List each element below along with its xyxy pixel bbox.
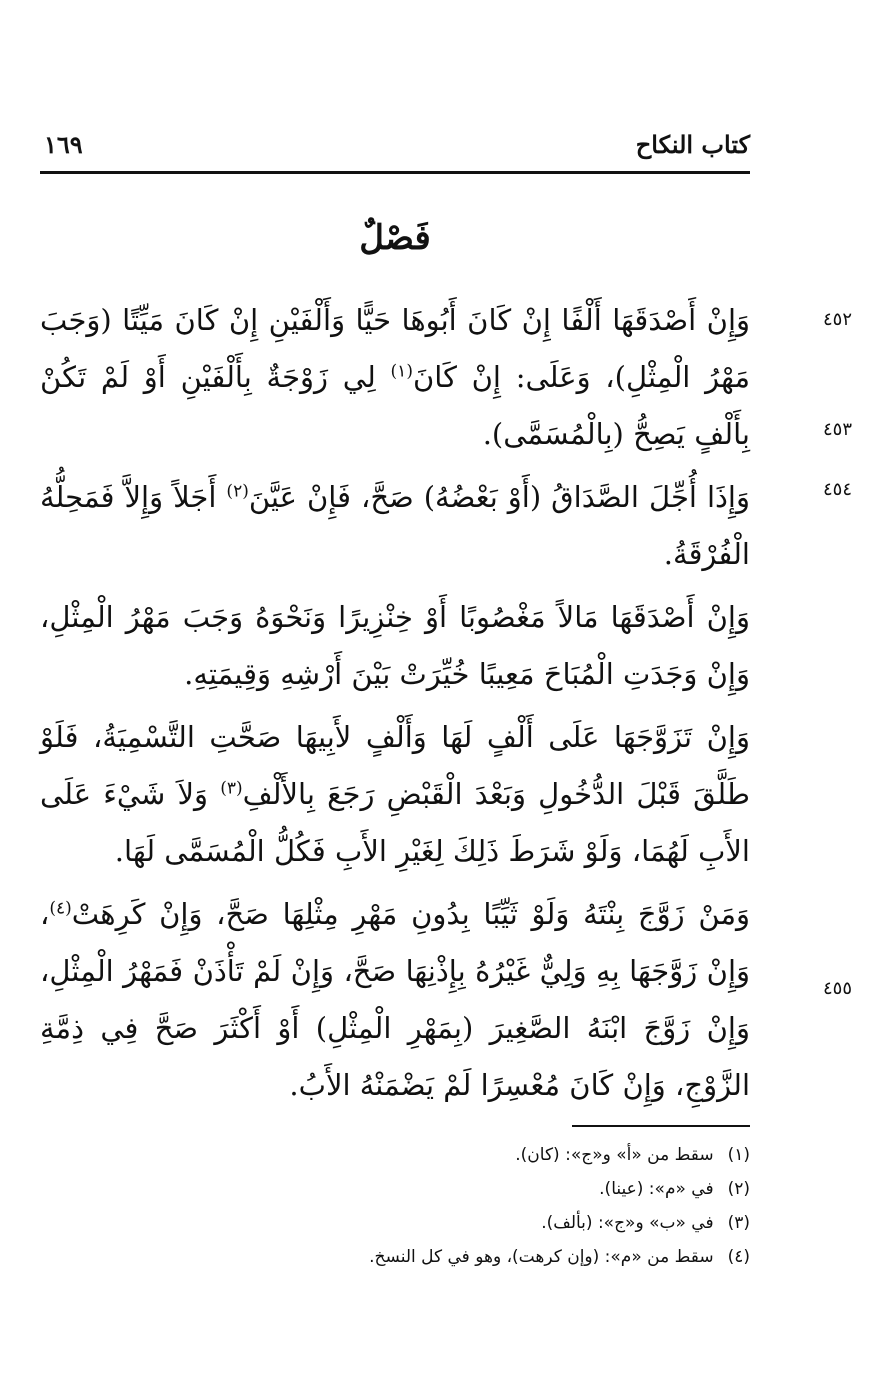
paragraph-1-text-b: لِي زَوْجَةٌ بِأَلْفَيْنِ أَوْ لَمْ تَكُنْ بِأَلْفٍ يَصِحُّ (بِالْمُسَمَّى).	[40, 360, 750, 451]
margin-number-455: ٤٥٥	[822, 978, 852, 999]
footnote-4-text: سقط من «م»: (وإن كرهت)، وهو في كل النسخ.	[369, 1247, 714, 1267]
paragraph-2	[40, 469, 750, 583]
main-text	[40, 292, 750, 1114]
footnotes	[40, 1138, 750, 1274]
margin-numbers	[800, 0, 860, 1380]
paragraph-2-text-a: وَإِذَا أُجِّلَ الصَّدَاقُ (أَوْ بَعْضُهُ) صَحَّ، فَإِنْ عَيَّنَ	[248, 480, 750, 514]
footnote-2	[40, 1172, 750, 1206]
footnote-4	[40, 1240, 750, 1274]
margin-number-454: ٤٥٤	[822, 479, 852, 500]
paragraph-3-text: وَإِنْ أَصْدَقَهَا مَالاً مَغْصُوبًا أَوْ خِنْزِيرًا وَنَحْوَهُ وَجَبَ مَهْرُ الْمِثْلِ، وَإِنْ وَجَدَتِ الْمُبَاحَ مَعِيبًا خُيِّرَتْ بَيْنَ أَرْشِهِ وَقِيمَتِهِ.	[40, 600, 750, 691]
footnote-1-text: سقط من «أ» و«ج»: (كان).	[515, 1145, 714, 1165]
footnote-3	[40, 1206, 750, 1240]
paragraph-5-text-a: وَمَنْ زَوَّجَ بِنْتَهُ وَلَوْ ثَيِّبًا بِدُونِ مَهْرِ مِثْلِهَا صَحَّ، وَإِنْ كَرِهَتْ	[71, 897, 750, 931]
footnote-2-number: (٢)	[727, 1179, 750, 1199]
margin-number-453: ٤٥٣	[822, 419, 852, 440]
footnote-4-number: (٤)	[727, 1247, 750, 1267]
footnote-1-number: (١)	[727, 1145, 750, 1165]
footnote-1	[40, 1138, 750, 1172]
footnote-marker-3: (٣)	[220, 778, 243, 799]
footnote-marker-2: (٢)	[226, 481, 249, 502]
paragraph-4-text-b: وَلاَ شَيْءَ عَلَى الأَبِ لَهُمَا، وَلَوْ شَرَطَ ذَلِكَ لِغَيْرِ الأَبِ فَكُلُّ الْمُسَمَّى لَهَا.	[40, 777, 750, 868]
section-title: فَصْلٌ	[359, 218, 431, 258]
footnote-2-text: في «م»: (عينا).	[599, 1179, 714, 1199]
paragraph-1	[40, 292, 750, 463]
paragraph-1-text-a: وَإِنْ أَصْدَقَهَا أَلْفًا إِنْ كَانَ أَبُوهَا حَيًّا وَأَلْفَيْنِ إِنْ كَانَ مَيِّتًا (وَجَبَ مَهْرُ الْمِثْلِ)، وَعَلَى: إِنْ كَانَ	[40, 303, 750, 394]
footnote-marker-1: (١)	[390, 361, 413, 382]
footnote-3-text: في «ب» و«ج»: (بألف).	[541, 1213, 714, 1233]
footnote-3-number: (٣)	[727, 1213, 750, 1233]
footnote-marker-4: (٤)	[49, 898, 72, 919]
page-number: ١٦٩	[44, 130, 83, 159]
paragraph-3	[40, 589, 750, 703]
page-header	[40, 128, 750, 168]
footnote-rule	[572, 1125, 750, 1127]
header-rule	[40, 171, 750, 174]
paragraph-4	[40, 709, 750, 880]
paragraph-5	[40, 886, 750, 1114]
margin-number-452: ٤٥٢	[822, 309, 852, 330]
paragraph-4-text-a: وَإِنْ تَزَوَّجَهَا عَلَى أَلْفٍ لَهَا وَأَلْفٍ لأَبِيهَا صَحَّتِ التَّسْمِيَةُ، فَلَوْ طَلَّقَ قَبْلَ الدُّخُولِ وَبَعْدَ الْقَبْضِ رَجَعَ بِالأَلْفِ	[40, 720, 750, 811]
paragraph-2-text-b: أَجَلاً وَإِلاَّ فَمَحِلُّهُ الْفُرْقَةُ.	[40, 480, 750, 571]
paragraph-5-text-b: ، وَإِنْ زَوَّجَهَا بِهِ وَلِيٌّ غَيْرُهُ بِإِذْنِهَا صَحَّ، وَإِنْ لَمْ تَأْذَنْ فَمَهْرُ الْمِثْلِ، وَإِنْ زَوَّجَ ابْنَهُ الصَّغِيرَ (بِمَهْرِ الْمِثْلِ) أَوْ أَكْثَرَ صَحَّ فِي ذِمَّةِ الزَّوْجِ، وَإِنْ كَانَ مُعْسِرًا لَمْ يَضْمَنْهُ الأَبُ.	[40, 897, 750, 1102]
running-title: كتاب النكاح	[635, 130, 750, 159]
